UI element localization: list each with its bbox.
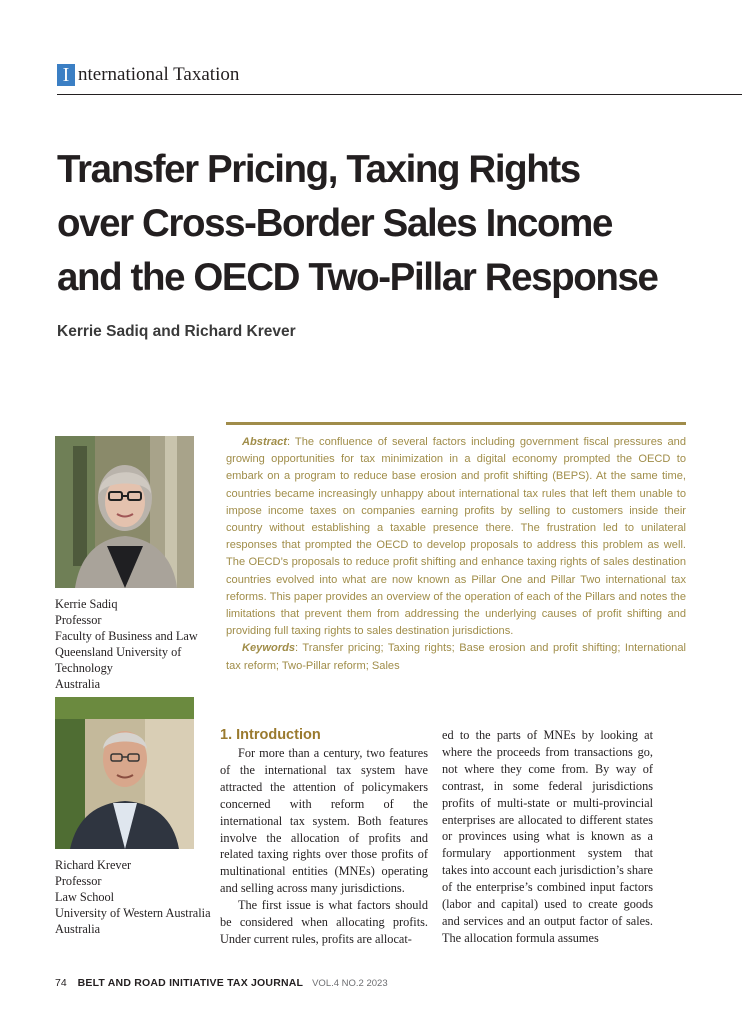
authors: Kerrie Sadiq and Richard Krever xyxy=(57,323,296,340)
section-label: nternational Taxation xyxy=(78,64,240,85)
keywords-paragraph xyxy=(226,640,686,674)
page-number: 74 xyxy=(55,977,67,989)
body-paragraph: The first issue is what factors should be considered when allocating profits. Under current rules, profits are allocat- xyxy=(220,898,428,946)
author-bio-kerrie-sadiq xyxy=(55,596,220,693)
title-line: and the OECD Two-Pillar Response xyxy=(57,256,658,299)
page-footer xyxy=(55,977,388,989)
portrait-illustration xyxy=(55,436,194,588)
bio-role: Professor xyxy=(55,613,102,628)
bio-faculty: Law School xyxy=(55,890,115,905)
abstract-rule xyxy=(226,422,686,425)
body-paragraph: ed to the parts of MNEs by looking at where the proceeds from transactions go, not where they come from. By way of contrast, in some federal jurisdictions profits of multi-state or multi-provincial enterprises are allocated to different states or provinces using what is known as a formulary apportionment system that takes into account each jurisdiction’s share of the enterprise’s combined input factors (labor and capital) used to create goods and services and an output factor of sales. The allocation formula assumes xyxy=(442,728,653,945)
keywords-text: : Transfer pricing; Taxing rights; Base erosion and profit shifting; International tax reform; Two-Pillar reform; Sales xyxy=(226,642,686,672)
portrait-illustration xyxy=(55,697,194,849)
author-photo-kerrie-sadiq xyxy=(55,436,194,588)
keywords-lead: Keywords xyxy=(242,642,296,655)
section-badge-letter: I xyxy=(62,64,70,86)
body-paragraph: For more than a century, two features of the international tax system have attracted the attention of policymakers concerned with reform of the international tax system. Both features involve the allocation of profits and related taxing rights over those profits of multinational entities (MNEs) operating and selling across many jurisdictions. xyxy=(220,746,428,896)
bio-country: Australia xyxy=(55,922,101,937)
author-bio-richard-krever xyxy=(55,857,220,937)
bio-name: Richard Krever xyxy=(55,858,132,872)
journal-issue: VOL.4 NO.2 2023 xyxy=(312,978,388,989)
section-header xyxy=(57,64,742,96)
body-column-left xyxy=(220,745,428,948)
bio-faculty: Faculty of Business and Law xyxy=(55,629,198,644)
bio-role: Professor xyxy=(55,874,102,889)
bio-name: Kerrie Sadiq xyxy=(55,597,118,611)
journal-name: BELT AND ROAD INITIATIVE TAX JOURNAL xyxy=(77,977,304,989)
header-rule xyxy=(57,94,742,95)
section-heading-introduction: 1. Introduction xyxy=(220,727,321,743)
title-line: over Cross-Border Sales Income xyxy=(57,202,612,245)
bio-university: Queensland University of Technology xyxy=(55,645,182,676)
bio-country: Australia xyxy=(55,677,101,692)
body-column-right xyxy=(442,727,653,947)
article-title xyxy=(57,143,697,305)
abstract-lead: Abstract xyxy=(242,436,288,448)
title-line: Transfer Pricing, Taxing Rights xyxy=(57,148,580,191)
abstract-text: : The confluence of several factors including government fiscal pressures and growing opportunities for tax minimization in a digital economy prompted the OECD to embark on a program to reduce base erosion and profit shifting (BEPS). At the same time, countries became increasingly unhappy about international tax rules that left them unable to impose income taxes on companies earning profits by selling to customers inside their country without establishing a taxable presence there. The frustration led to unilateral responses that prompted the OECD to develop proposals to address this problem as well. The OECD’s proposals to reduce profit shifting and enhance taxing rights of sales destination countries evolved into what are now known as Pillar One and Pillar Two international tax reforms. This paper provides an overview of the operation of each of the Pillars and notes the limitations that prevent them from addressing the underlying causes of profit shifting and providing full taxing rights to sales destination jurisdictions. xyxy=(226,436,686,638)
author-photo-richard-krever xyxy=(55,697,194,849)
abstract xyxy=(226,434,686,675)
bio-university: University of Western Australia xyxy=(55,906,211,921)
abstract-paragraph xyxy=(226,434,686,640)
